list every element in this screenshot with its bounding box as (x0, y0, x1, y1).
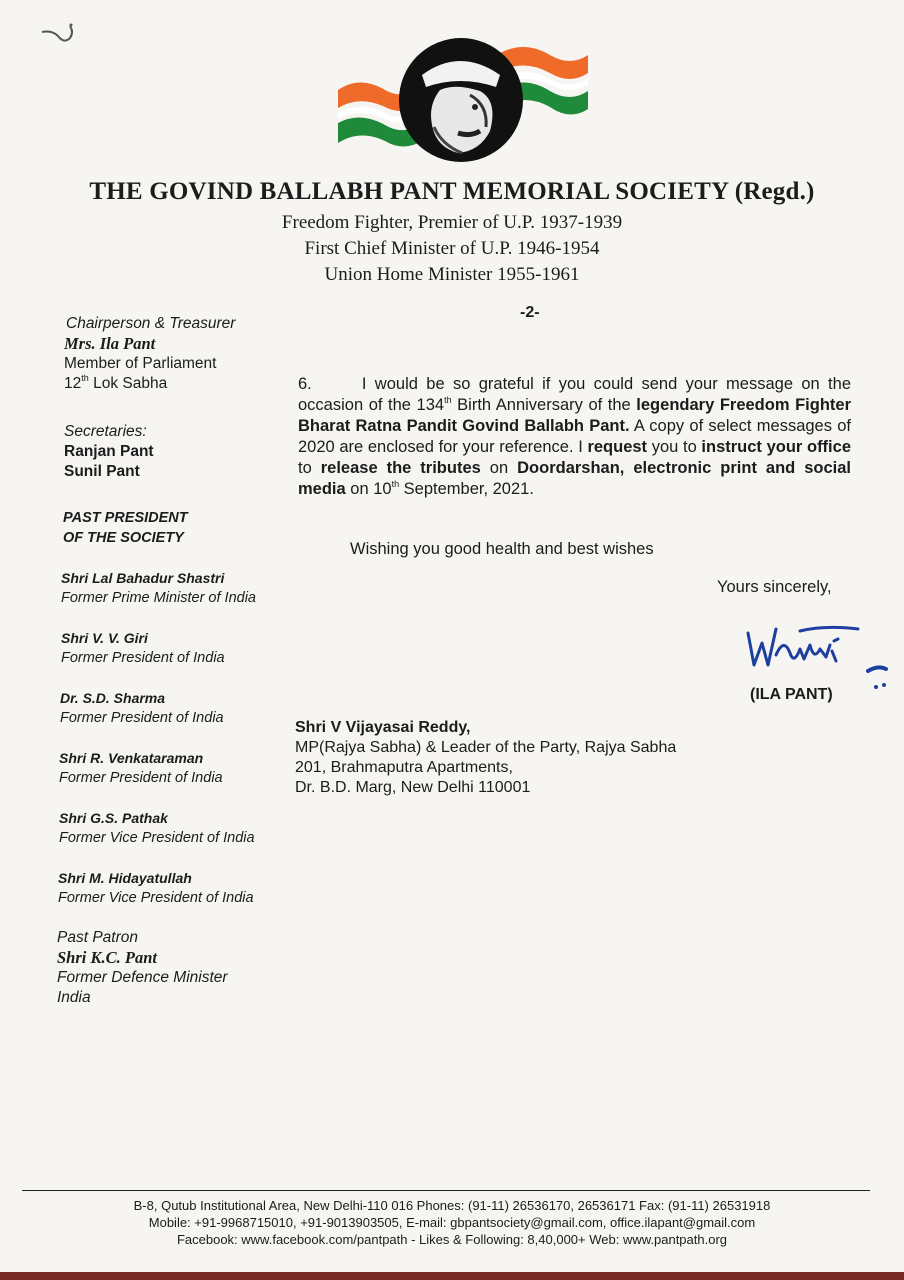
footer-divider (22, 1190, 870, 1191)
past-president-name: Shri V. V. Giri (61, 630, 148, 646)
past-president-title: Former President of India (60, 710, 224, 726)
header-line-2: First Chief Minister of U.P. 1946-1954 (304, 238, 600, 259)
past-president-name: Shri G.S. Pathak (59, 810, 168, 826)
footer-contact (0, 1197, 904, 1248)
addressee-name: Shri V Vijayasai Reddy, (295, 719, 471, 736)
header-line-1: Freedom Fighter, Premier of U.P. 1937-1939 (281, 212, 623, 233)
header-line-3: Union Home Minister 1955-1961 (324, 264, 580, 285)
past-president-5 (59, 808, 255, 848)
secretaries-block (64, 422, 154, 482)
organization-name: THE GOVIND BALLABH PANT MEMORIAL SOCIETY (Regd.) (89, 178, 815, 205)
secretaries-label: Secretaries: (64, 423, 147, 440)
addressee-line-2: 201, Brahmaputra Apartments, (295, 759, 513, 776)
past-president-title: Former Vice President of India (59, 830, 255, 846)
past-patron-label: Past Patron (57, 929, 138, 946)
past-president-title: Former President of India (59, 770, 223, 786)
letter-paragraph: 6. I would be so grateful if you could send your message on the occasion of the 134th Birth Anniversary of the legendary Freedom Fighter Bharat Ratna Pandit Govind Ballabh Pant. A copy of select messages of 2020 are enclosed for your reference. I request you to instruct your office to release the tributes on Doordarshan, electronic print and social media on 10th September, 2021. (298, 375, 851, 498)
footer-line-3: Facebook: www.facebook.com/pantpath - Likes & Following: 8,40,000+ Web: www.pantpath.org (176, 1232, 728, 1247)
addressee-line-1: MP(Rajya Sabha) & Leader of the Party, Rajya Sabha (295, 739, 677, 756)
past-president-name: Shri M. Hidayatullah (58, 870, 192, 886)
past-president-title: Former President of India (61, 650, 225, 666)
page-number: -2- (520, 304, 540, 321)
chairperson-line1: Member of Parliament (64, 355, 217, 372)
past-president-heading (63, 508, 188, 548)
addressee-line-3: Dr. B.D. Marg, New Delhi 110001 (295, 779, 531, 796)
past-president-title: Former Vice President of India (58, 890, 254, 906)
wishes-line: Wishing you good health and best wishes (350, 540, 654, 558)
past-president-name: Dr. S.D. Sharma (60, 690, 166, 706)
past-president-heading-line1: PAST PRESIDENT (63, 510, 188, 526)
closing-line: Yours sincerely, (717, 578, 832, 596)
past-president-3 (60, 688, 224, 728)
past-patron-title: Former Defence Minister (57, 969, 228, 986)
past-president-1 (61, 568, 256, 608)
secretary-1: Ranjan Pant (64, 443, 154, 460)
society-logo-icon (330, 35, 592, 165)
past-president-name: Shri Lal Bahadur Shastri (61, 570, 225, 586)
past-president-6 (58, 868, 254, 908)
past-president-name: Shri R. Venkataraman (59, 750, 204, 766)
signer-name: (ILA PANT) (750, 686, 833, 703)
past-patron-country: India (57, 989, 91, 1006)
past-president-title: Former Prime Minister of India (61, 590, 256, 606)
addressee-block (295, 718, 676, 798)
handwritten-signature-icon (740, 615, 890, 695)
chairperson-line2: 12th Lok Sabha (64, 372, 168, 392)
past-patron-block (57, 928, 228, 1008)
footer-line-1: B-8, Qutub Institutional Area, New Delhi-110 016 Phones: (91-11) 26536170, 26536171 Fax: (91-11) 26531918 (133, 1198, 771, 1213)
past-president-2 (61, 628, 225, 668)
chairperson-block (58, 314, 235, 394)
chairperson-role: Chairperson & Treasurer (66, 315, 236, 332)
past-patron-name: Shri K.C. Pant (57, 948, 157, 967)
corner-scribble-icon (40, 22, 85, 57)
past-president-heading-line2: OF THE SOCIETY (63, 530, 184, 546)
secretary-2: Sunil Pant (64, 463, 140, 480)
bottom-border (0, 1272, 904, 1280)
chairperson-name: Mrs. Ila Pant (64, 334, 156, 353)
footer-line-2: Mobile: +91-9968715010, +91-9013903505, E-mail: gbpantsociety@gmail.com, office.ilapant@gmail.com (148, 1215, 756, 1230)
past-president-4 (59, 748, 223, 788)
